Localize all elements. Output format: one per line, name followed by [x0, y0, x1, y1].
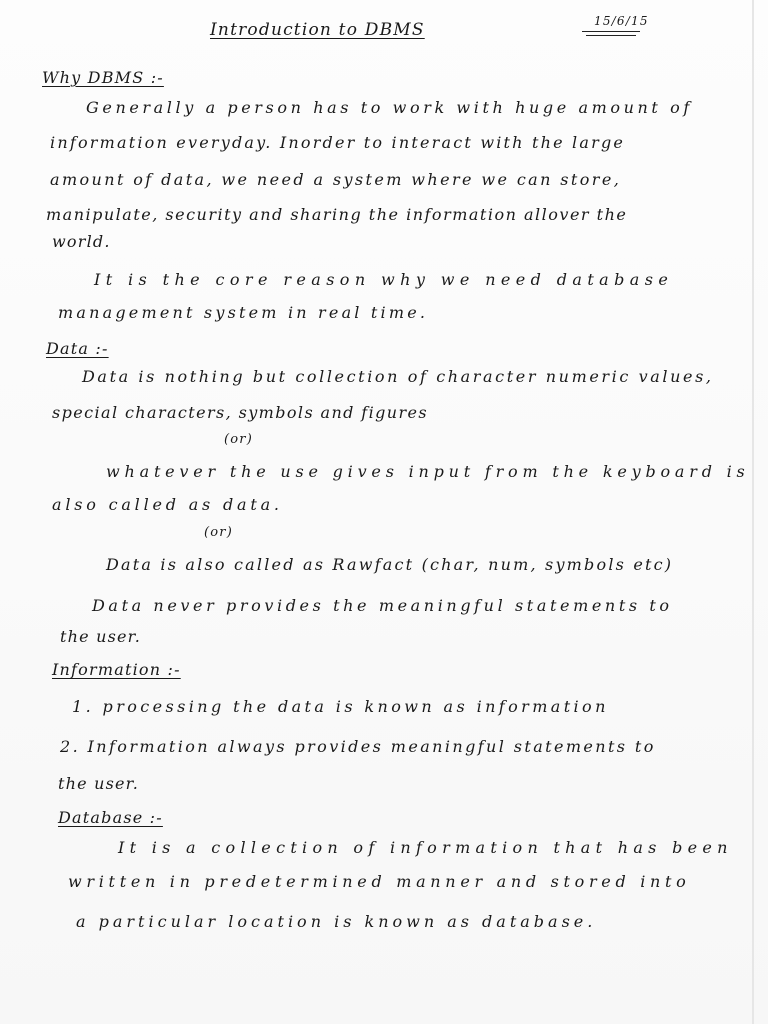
why-dbms-line: It is the core reason why we need database: [94, 270, 674, 289]
page-edge-shadow: [752, 0, 754, 1024]
data-line: whatever the use gives input from the keyboard is: [106, 462, 750, 481]
why-dbms-line: manipulate, security and sharing the information allover the: [46, 205, 628, 224]
heading-database: Database :-: [58, 808, 163, 827]
why-dbms-line: world.: [52, 232, 111, 251]
data-line: special characters, symbols and figures: [52, 403, 429, 422]
why-dbms-line: management system in real time.: [58, 303, 429, 322]
heading-information: Information :-: [52, 660, 181, 679]
information-line: 1. processing the data is known as information: [72, 697, 609, 716]
database-line: written in predetermined manner and stored into: [68, 872, 691, 891]
heading-why-dbms: Why DBMS :-: [42, 68, 164, 87]
database-line: It is a collection of information that has been: [118, 838, 733, 857]
data-line: the user.: [60, 627, 142, 646]
note-date: 15/6/15: [594, 14, 649, 28]
why-dbms-line: amount of data, we need a system where we can store,: [50, 170, 622, 189]
data-line: Data is also called as Rawfact (char, num, symbols etc): [106, 555, 674, 574]
data-or-separator: (or): [224, 432, 253, 447]
information-line: the user.: [58, 774, 140, 793]
why-dbms-line: Generally a person has to work with huge amount of: [86, 98, 693, 117]
page-title: Introduction to DBMS: [210, 20, 425, 40]
data-line: also called as data.: [52, 495, 283, 514]
data-line: Data is nothing but collection of character numeric values,: [82, 367, 714, 386]
database-line: a particular location is known as database.: [76, 912, 597, 931]
date-underline: [582, 31, 640, 32]
date-underline-second: [586, 35, 636, 36]
data-or-separator: (or): [204, 525, 233, 540]
data-line: Data never provides the meaningful statements to: [92, 596, 673, 615]
why-dbms-line: information everyday. Inorder to interact with the large: [50, 133, 626, 152]
information-line: 2. Information always provides meaningful statements to: [60, 737, 656, 756]
heading-data: Data :-: [46, 339, 109, 358]
